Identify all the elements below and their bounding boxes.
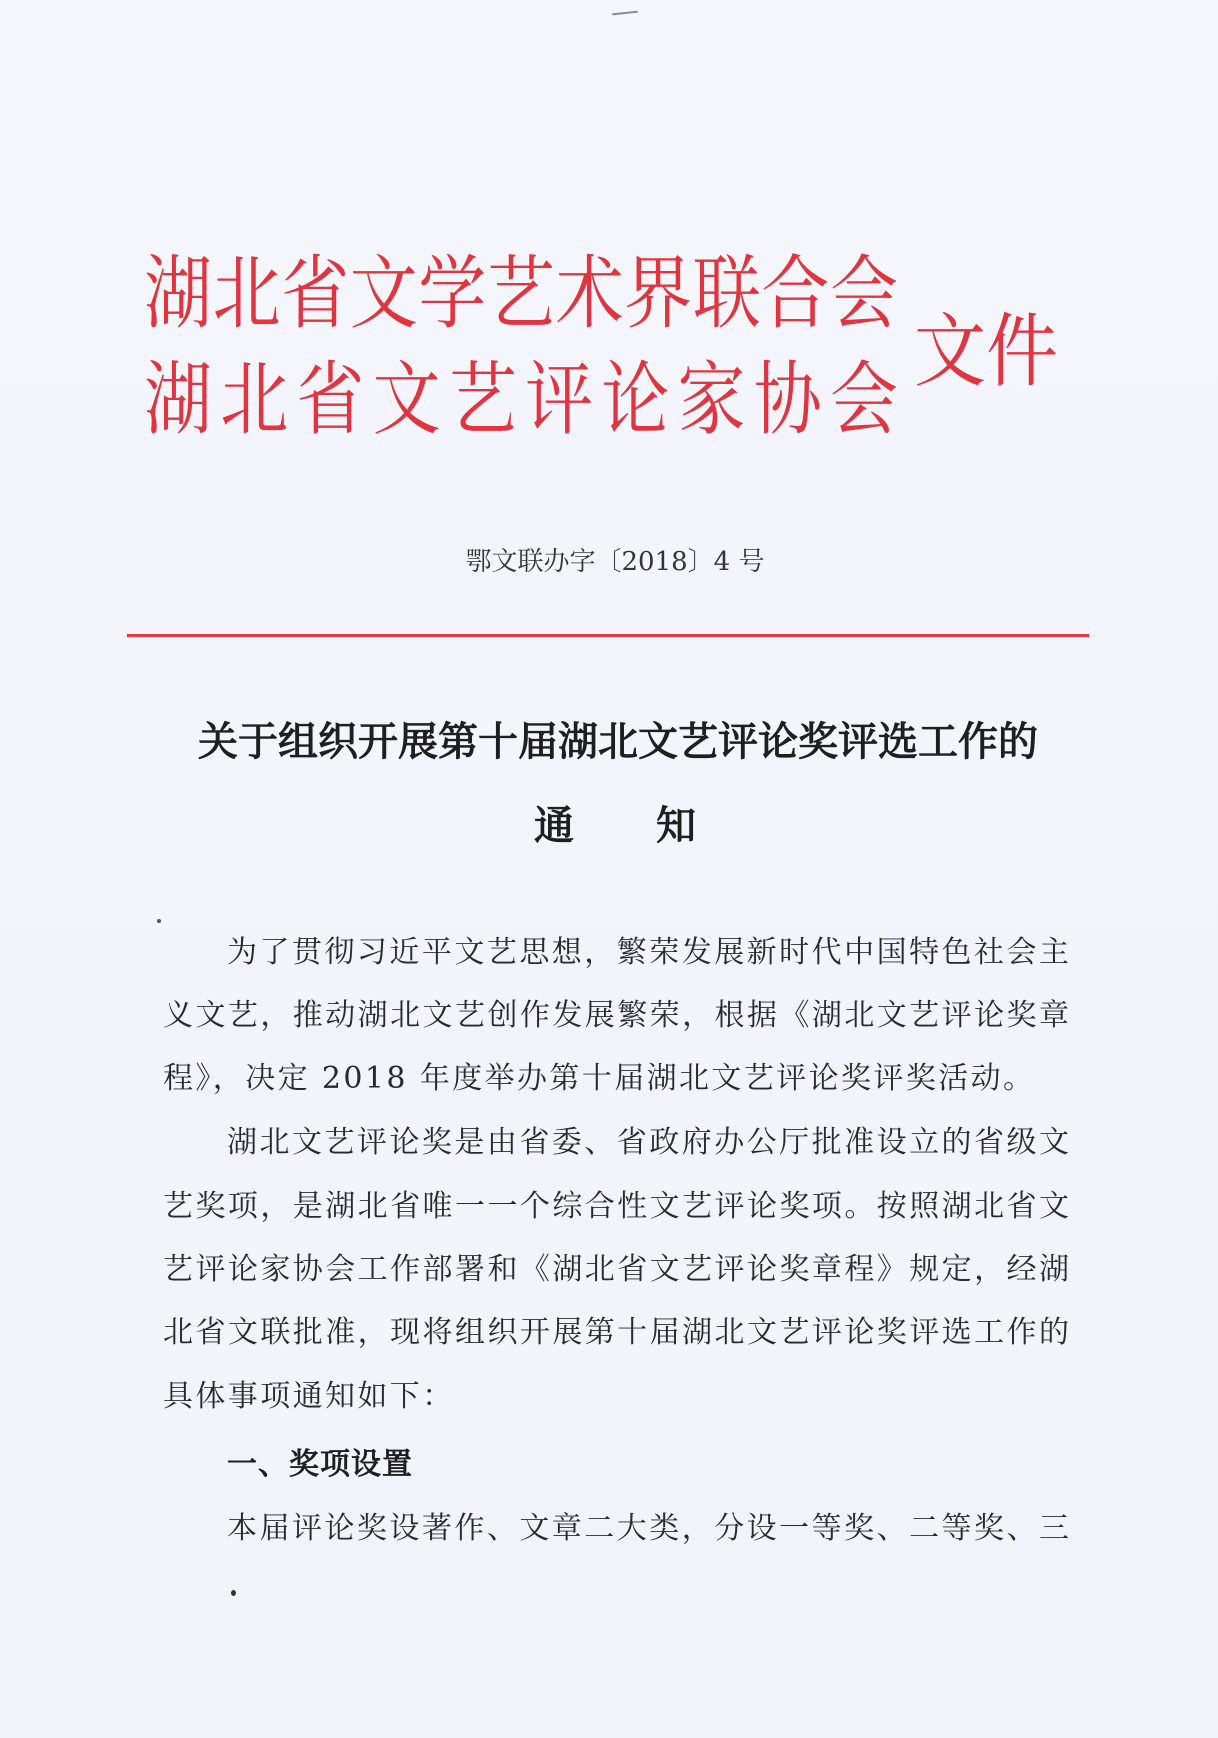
paragraph-2-line-4: 北省文联批准，现将组织开展第十届湖北文艺评论奖评选工作的 [163, 1315, 1069, 1350]
document-number: 鄂文联办字〔2018〕4 号 [465, 547, 765, 577]
paragraph-2-line-3: 艺评论家协会工作部署和《湖北省文艺评论奖章程》规定，经湖 [163, 1252, 1069, 1287]
notice-title-line-2 [0, 802, 1218, 850]
scan-speck [231, 1590, 236, 1596]
notice-title-text: 通知 [534, 802, 778, 849]
notice-title-line-1: 关于组织开展第十届湖北文艺评论奖评选工作的 [198, 718, 1038, 765]
header-doc-type: 文件 [914, 305, 1058, 398]
scan-speck [157, 919, 161, 923]
red-separator-rule [127, 634, 1089, 637]
header-org-line-2: 湖北省文艺评论家协会 [144, 353, 898, 446]
header-org-line-1: 湖北省文学艺术界联合会 [144, 247, 898, 340]
section-heading: 一、奖项设置 [227, 1447, 413, 1482]
paragraph-2-line-5: 具体事项通知如下： [163, 1379, 455, 1414]
paragraph-2-line-1: 湖北文艺评论奖是由省委、省政府办公厅批准设立的省级文 [227, 1125, 1069, 1160]
paragraph-1-line-1: 为了贯彻习近平文艺思想，繁荣发展新时代中国特色社会主 [227, 935, 1069, 970]
paragraph-1-line-3: 程》，决定 2018 年度举办第十届湖北文艺评论奖评奖活动。 [163, 1061, 1036, 1096]
paragraph-3-line-1: 本届评论奖设著作、文章二大类，分设一等奖、二等奖、三 [227, 1511, 1069, 1546]
paragraph-2-line-2: 艺奖项，是湖北省唯一一个综合性文艺评论奖项。按照湖北省文 [163, 1189, 1069, 1224]
paragraph-1-line-2: 义文艺，推动湖北文艺创作发展繁荣，根据《湖北文艺评论奖章 [163, 998, 1069, 1033]
scan-speck [612, 11, 638, 16]
